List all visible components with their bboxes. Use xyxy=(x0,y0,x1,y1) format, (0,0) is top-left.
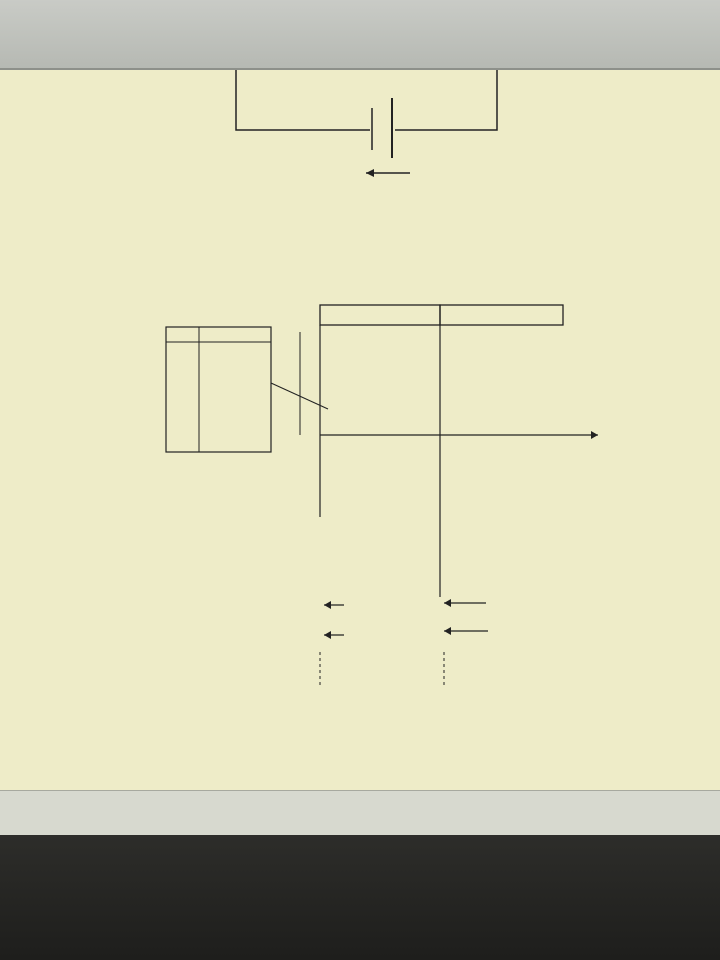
browser-address-bar[interactable] xyxy=(0,0,720,70)
monitor-bezel xyxy=(0,835,720,960)
figure4-circuit xyxy=(0,70,720,220)
page-content xyxy=(0,70,720,790)
figure5-diagram xyxy=(0,292,720,687)
browser-status-bar xyxy=(0,790,720,835)
